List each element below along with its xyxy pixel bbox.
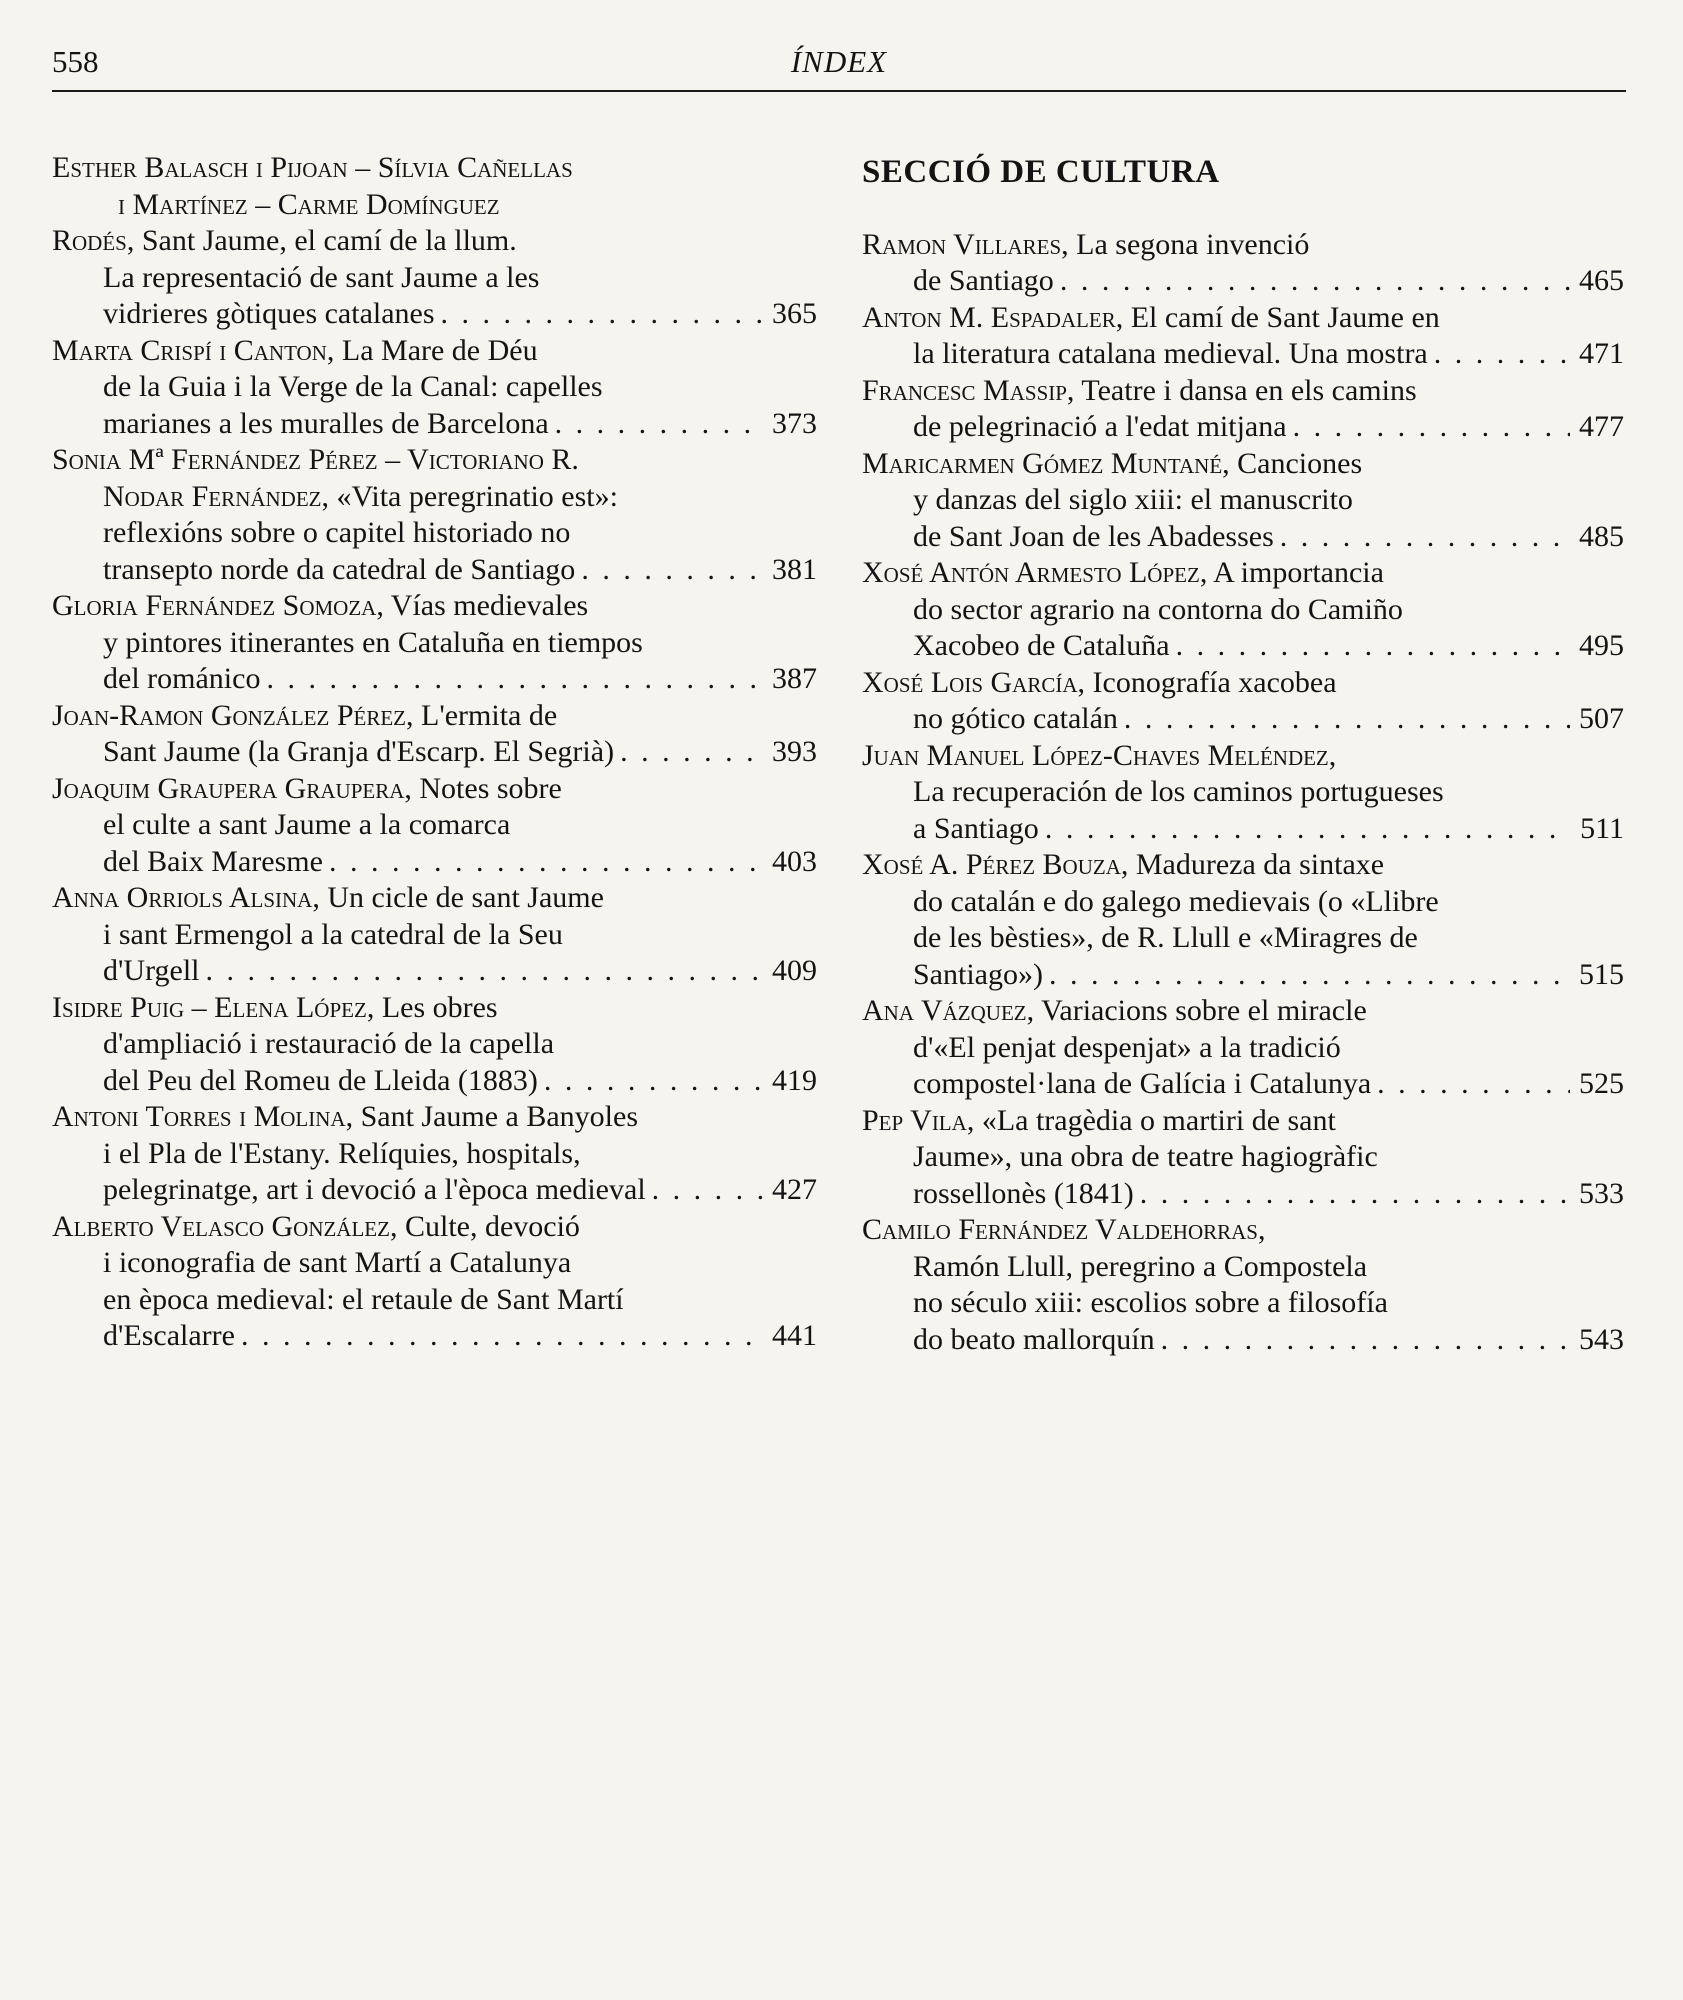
entry-title: la literatura catalana medieval. Una mostra: [913, 337, 1428, 370]
entry-title-line: La recuperación de los caminos portugueses: [913, 775, 1444, 808]
entry-last-line: [52, 953, 817, 990]
entry-title: , El camí de Sant Jaume en: [1115, 300, 1440, 334]
entry-first-line: [52, 771, 817, 808]
entry-title: marianes a les muralles de Barcelona: [103, 406, 549, 440]
entry-author: Alberto Velasco González: [52, 1209, 390, 1243]
entry-author: Nodar Fernández: [103, 479, 322, 513]
entry-author: i Martínez – Carme Domínguez: [118, 187, 500, 221]
leader-dots: [1176, 628, 1570, 665]
toc-entry: [52, 150, 817, 333]
entry-title-line: en època medieval: el retaule de Sant Martí: [103, 1282, 624, 1316]
entry-title: , «La tragèdia o martiri de sant: [966, 1103, 1336, 1137]
entry-last-line: [862, 701, 1624, 738]
page-reference: 441: [772, 1319, 817, 1352]
entry-title: , La segona invenció: [1061, 227, 1310, 261]
entry-author: Pep Vila: [862, 1103, 967, 1137]
entry-title-line: de les bèsties», de R. Llull e «Miragres de: [913, 921, 1418, 954]
entry-title: , Teatre i dansa en els camins: [1066, 373, 1417, 407]
entry-last-line: [862, 519, 1624, 556]
entry-title-line: La representació de sant Jaume a les: [103, 260, 540, 294]
page-reference: 393: [772, 735, 817, 768]
entry-title: del románico: [103, 662, 261, 695]
entry-author: Anna Orriols Alsina: [52, 881, 313, 914]
entry-first-line: [52, 990, 817, 1027]
page-header: [52, 40, 1626, 92]
page-reference: 525: [1579, 1067, 1624, 1100]
entry-title: do beato mallorquín: [913, 1322, 1155, 1356]
toc-entry: [862, 300, 1624, 373]
entry-title-line: do sector agrario na contorna do Camiño: [913, 592, 1403, 626]
leader-dots: [555, 406, 763, 443]
entry-last-line: [52, 1172, 817, 1209]
entry-title: del Baix Maresme: [103, 844, 323, 878]
leader-dots: [206, 953, 763, 990]
entry-title: , La Mare de Déu: [326, 333, 538, 367]
toc-entry: [862, 665, 1624, 738]
page-reference: 533: [1579, 1176, 1624, 1210]
entry-last-line: [862, 1066, 1624, 1103]
entry-first-line: [862, 227, 1624, 264]
leader-dots: [1060, 263, 1570, 300]
entry-last-line: [862, 1176, 1624, 1213]
entry-title-line: i iconografia de sant Martí a Catalunya: [103, 1246, 572, 1279]
entry-title: Sant Jaume (la Granja d'Escarp. El Segrià): [103, 735, 615, 768]
entry-title: del Peu del Romeu de Lleida (1883): [103, 1063, 538, 1097]
entry-first-line: [52, 880, 817, 917]
toc-entry: [52, 1099, 817, 1209]
left-column: [52, 150, 817, 1355]
leader-dots: [1140, 1176, 1570, 1213]
entry-author: Xosé Lois García: [862, 665, 1078, 699]
entry-title-line: y pintores itinerantes en Cataluña en tiempos: [103, 625, 643, 659]
entry-title: , Vías medievales: [376, 589, 589, 622]
entry-title: , Sant Jaume, el camí de la llum.: [126, 224, 517, 257]
entry-first-line: [862, 738, 1624, 775]
entry-author: Maricarmen Gómez Muntané: [862, 446, 1223, 480]
entry-title-line: i sant Ermengol a la catedral de la Seu: [103, 917, 563, 951]
entry-last-line: [52, 734, 817, 771]
leader-dots: [1280, 519, 1570, 556]
entry-first-line: [52, 223, 817, 260]
entry-title: , L'ermita de: [406, 698, 558, 732]
toc-entry: [862, 373, 1624, 446]
leader-dots: [1161, 1322, 1570, 1359]
entry-author: Francesc Massip: [862, 373, 1067, 407]
page-reference: 543: [1579, 1322, 1624, 1356]
entry-last-line: [52, 406, 817, 443]
entry-title-line: reflexións sobre o capitel historiado no: [103, 516, 571, 549]
entry-first-line: [862, 847, 1624, 884]
right-entries: [862, 227, 1624, 1359]
entry-last-line: [52, 552, 817, 589]
entry-first-line: [862, 1212, 1624, 1249]
entry-title: vidrieres gòtiques catalanes: [103, 297, 435, 330]
page-reference: 485: [1579, 519, 1624, 553]
leader-dots: [329, 844, 763, 881]
entry-first-line: [52, 442, 817, 479]
entry-title: ,: [1328, 738, 1337, 772]
entry-author: Juan Manuel López-Chaves Meléndez: [862, 738, 1329, 772]
entry-author-line: [52, 187, 817, 224]
entry-author-line: [52, 150, 817, 187]
entry-first-line: [862, 993, 1624, 1030]
entry-title-line: i el Pla de l'Estany. Relíquies, hospitals,: [103, 1136, 581, 1170]
entry-title-line: y danzas del siglo xiii: el manuscrito: [913, 483, 1353, 516]
leader-dots: [441, 296, 763, 333]
entry-title: a Santiago: [913, 811, 1039, 845]
entry-author: Gloria Fernández Somoza: [52, 589, 377, 622]
entry-first-line: [52, 1099, 817, 1136]
entry-title: , Sant Jaume a Banyoles: [345, 1100, 639, 1133]
entry-last-line: [862, 263, 1624, 300]
leader-dots: [620, 734, 763, 771]
leader-dots: [1049, 957, 1570, 994]
entry-title: Santiago»): [913, 957, 1043, 991]
entry-title: , Madureza da sintaxe: [1120, 848, 1385, 881]
entry-title-line: de la Guia i la Verge de la Canal: capelles: [103, 370, 603, 403]
toc-entry: [52, 588, 817, 698]
page-reference: 477: [1579, 410, 1624, 443]
entry-title: rossellonès (1841): [913, 1176, 1134, 1210]
leader-dots: [581, 552, 763, 589]
entry-title: , «Vita peregrinatio est»:: [321, 479, 618, 513]
entry-author: Esther Balasch i Pijoan – Sílvia Cañellas: [52, 151, 573, 184]
entry-last-line: [862, 409, 1624, 446]
running-title: ÍNDEX: [790, 44, 888, 79]
entry-title-line: Ramón Llull, peregrino a Compostela: [913, 1249, 1368, 1283]
entry-first-line: [52, 698, 817, 735]
entry-author: Isidre Puig – Elena López: [52, 990, 367, 1024]
entry-title: transepto norde da catedral de Santiago: [103, 552, 576, 586]
entry-title-line: Jaume», una obra de teatre hagiogràfic: [913, 1140, 1378, 1173]
entry-author: Anton M. Espadaler: [862, 300, 1116, 334]
entry-title: ,: [1257, 1213, 1266, 1246]
entry-last-line: [52, 661, 817, 698]
toc-entry: [862, 993, 1624, 1103]
entry-author: Marta Crispí i Canton: [52, 333, 327, 367]
page-reference: 511: [1580, 811, 1624, 845]
entry-title: , Les obres: [366, 990, 498, 1024]
leader-dots: [241, 1318, 763, 1355]
toc-entry: [862, 446, 1624, 556]
leader-dots: [1434, 336, 1570, 373]
toc-entry: [52, 1209, 817, 1355]
entry-title: , Iconografía xacobea: [1077, 665, 1337, 699]
page-reference: 373: [772, 406, 817, 440]
entry-title: de Santiago: [913, 264, 1054, 297]
entry-title: de Sant Joan de les Abadesses: [913, 519, 1274, 553]
entry-title-line: do catalán e do galego medievais (o «Llibre: [913, 884, 1439, 918]
page-reference: 419: [772, 1063, 817, 1097]
entry-first-line: [862, 300, 1624, 337]
entry-title: d'Escalarre: [103, 1319, 235, 1352]
page-reference: 409: [772, 954, 817, 987]
entry-title-line: d'ampliació i restauració de la capella: [103, 1027, 555, 1060]
toc-entry: [862, 555, 1624, 665]
entry-last-line: [52, 844, 817, 881]
entry-first-line: [52, 588, 817, 625]
entry-first-line: [862, 555, 1624, 592]
entry-first-line: [52, 1209, 817, 1246]
leader-dots: [544, 1063, 763, 1100]
entry-author: Xosé A. Pérez Bouza: [862, 848, 1121, 881]
page-reference: 471: [1579, 337, 1624, 370]
toc-entry: [52, 333, 817, 443]
toc-entry: [52, 442, 817, 588]
entry-last-line: [862, 628, 1624, 665]
entry-title-line: el culte a sant Jaume a la comarca: [103, 808, 511, 841]
page-reference: 465: [1579, 264, 1624, 297]
entry-last-line: [862, 957, 1624, 994]
entry-title: pelegrinatge, art i devoció a l'època medieval: [103, 1173, 646, 1206]
leader-dots: [1124, 701, 1570, 738]
entry-last-line: [52, 1318, 817, 1355]
entry-title: de pelegrinació a l'edat mitjana: [913, 410, 1287, 443]
entry-title-line: d'«El penjat despenjat» a la tradició: [913, 1030, 1341, 1064]
entry-last-line: [862, 811, 1624, 848]
page-reference: 381: [772, 552, 817, 586]
entry-title: , Notes sobre: [404, 771, 562, 805]
leader-dots: [1293, 409, 1570, 446]
toc-entry: [52, 771, 817, 881]
entry-title: d'Urgell: [103, 954, 200, 987]
entry-author: Ana Vázquez: [862, 994, 1027, 1027]
toc-entry: [862, 738, 1624, 848]
section-heading: SECCIÓ DE CULTURA: [862, 154, 1220, 190]
entry-last-line: [52, 296, 817, 333]
entry-first-line: [52, 333, 817, 370]
page-reference: 403: [772, 844, 817, 878]
leader-dots: [652, 1172, 763, 1209]
toc-entry: [862, 227, 1624, 300]
entry-title: Xacobeo de Cataluña: [913, 629, 1170, 662]
entry-title: no gótico catalán: [913, 702, 1118, 735]
entry-author: Joaquim Graupera Graupera: [52, 771, 405, 805]
entry-title: , Un cicle de sant Jaume: [312, 881, 604, 914]
toc-entry: [862, 1103, 1624, 1213]
entry-title: , Variacions sobre el miracle: [1026, 994, 1367, 1027]
entry-title: compostel·lana de Galícia i Catalunya: [913, 1067, 1372, 1100]
entry-last-line: [52, 1063, 817, 1100]
page-reference: 507: [1579, 702, 1624, 735]
entry-first-line: [862, 1103, 1624, 1140]
entry-first-line: [862, 665, 1624, 702]
entry-last-line: [862, 1322, 1624, 1359]
entry-title-line: no século xiii: escolios sobre a filosofía: [913, 1286, 1388, 1319]
page-reference: 387: [772, 662, 817, 695]
right-column: [862, 150, 1624, 1358]
entry-title: , A importancia: [1199, 556, 1384, 589]
entry-first-line: [862, 446, 1624, 483]
entry-author: Antoni Torres i Molina: [52, 1100, 346, 1133]
entry-last-line: [862, 336, 1624, 373]
toc-entry: [52, 990, 817, 1100]
entry-second-line: [52, 479, 817, 516]
leader-dots: [1377, 1066, 1570, 1103]
toc-entry: [52, 698, 817, 771]
entry-author: Camilo Fernández Valdehorras: [862, 1213, 1258, 1246]
page-reference: 515: [1579, 957, 1624, 991]
entry-first-line: [862, 373, 1624, 410]
entry-author: Xosé Antón Armesto López: [862, 556, 1200, 589]
page-number: 558: [52, 44, 99, 79]
entry-author: Rodés: [52, 224, 127, 257]
entry-author: Ramon Villares: [862, 227, 1062, 261]
entry-author: Sonia Mª Fernández Pérez – Victoriano R.: [52, 443, 579, 476]
toc-entry: [52, 880, 817, 990]
entry-author: Joan-Ramon González Pérez: [52, 698, 406, 732]
page-reference: 427: [772, 1173, 817, 1206]
page-reference: 495: [1579, 629, 1624, 662]
page-reference: 365: [772, 297, 817, 330]
toc-entry: [862, 1212, 1624, 1358]
leader-dots: [1045, 811, 1570, 848]
entry-title: , Canciones: [1222, 446, 1363, 480]
entry-title: , Culte, devoció: [389, 1209, 580, 1243]
toc-entry: [862, 847, 1624, 993]
leader-dots: [266, 661, 763, 698]
